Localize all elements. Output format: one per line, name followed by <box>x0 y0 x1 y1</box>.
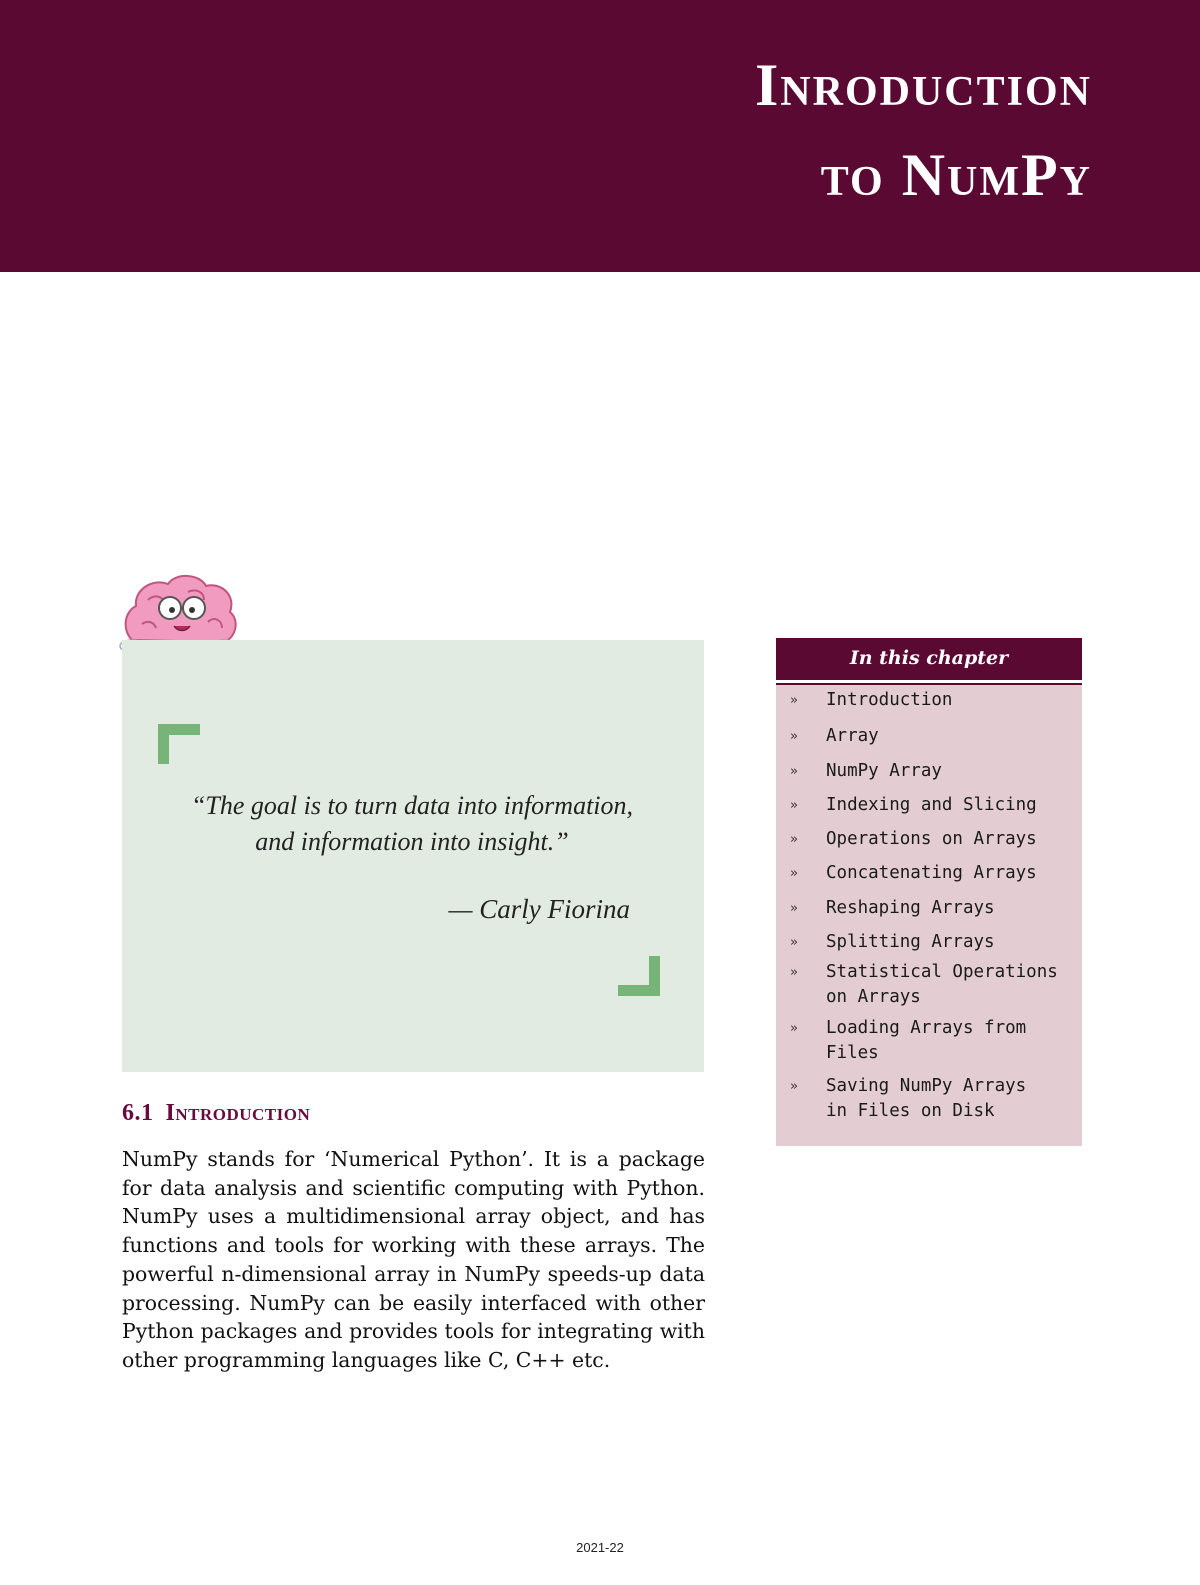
quote-corner-top-left <box>158 724 200 764</box>
toc-item-label: Loading Arrays from Files <box>826 1018 1027 1063</box>
page-footer-year: 2021-22 <box>576 1540 624 1555</box>
toc-bullet-icon: » <box>790 965 798 980</box>
chapter-header-band <box>0 0 1200 272</box>
toc-item-label: Reshaping Arrays <box>826 898 995 918</box>
toc-item-label: NumPy Array <box>826 761 942 781</box>
toc-bullet-icon: » <box>790 935 798 950</box>
toc-item-label: Operations on Arrays <box>826 829 1037 849</box>
toc-item-label: Concatenating Arrays <box>826 863 1037 883</box>
toc-bullet-icon: » <box>790 1079 798 1094</box>
quote-box <box>122 640 704 1072</box>
quote-text <box>162 788 662 860</box>
toc-item-label: Introduction <box>826 690 953 710</box>
toc-bullet-icon: » <box>790 729 798 744</box>
chapter-title-line2: to NumPy <box>820 142 1092 208</box>
toc-item-label: Splitting Arrays <box>826 932 995 952</box>
quote-corner-bottom-right <box>618 956 660 996</box>
quote-author: — Carly Fiorina <box>448 894 630 924</box>
section-heading <box>122 1100 310 1127</box>
toc-bullet-icon: » <box>790 693 798 708</box>
chapter-title-line1: Inroduction <box>754 52 1092 118</box>
toc-bullet-icon: » <box>790 901 798 916</box>
chapter-title <box>392 40 1092 220</box>
toc-bullet-icon: » <box>790 798 798 813</box>
quote-line1: “The goal is to turn data into information, <box>190 791 634 820</box>
toc-item-label: Array <box>826 726 879 746</box>
toc-bullet-icon: » <box>790 866 798 881</box>
toc-item-label: Saving NumPy Arrays in Files on Disk <box>826 1076 1027 1121</box>
toc-item-label: Indexing and Slicing <box>826 795 1037 815</box>
toc-item-label: Statistical Operations on Arrays <box>826 962 1058 1007</box>
quote-line2: and information into insight.” <box>255 827 569 856</box>
chapter-toc-box <box>776 638 1082 1146</box>
toc-header: In this chapter <box>776 638 1082 683</box>
toc-bullet-icon: » <box>790 832 798 847</box>
section-number: 6.1 <box>122 1100 154 1126</box>
section-title: Introduction <box>165 1100 311 1126</box>
toc-bullet-icon: » <box>790 764 798 779</box>
toc-bullet-icon: » <box>790 1021 798 1036</box>
section-body-text: NumPy stands for ‘Numerical Python’. It is a package for data analysis and scientific computing with Python. NumPy uses a multidimensional array object, and has functions and tools for working with these arrays. The powerful n-dimensional array in NumPy speeds-up data processing. NumPy can be easily interfaced with other Python packages and provides tools for integrating with other programming languages like C, C++ etc. <box>122 1147 705 1372</box>
